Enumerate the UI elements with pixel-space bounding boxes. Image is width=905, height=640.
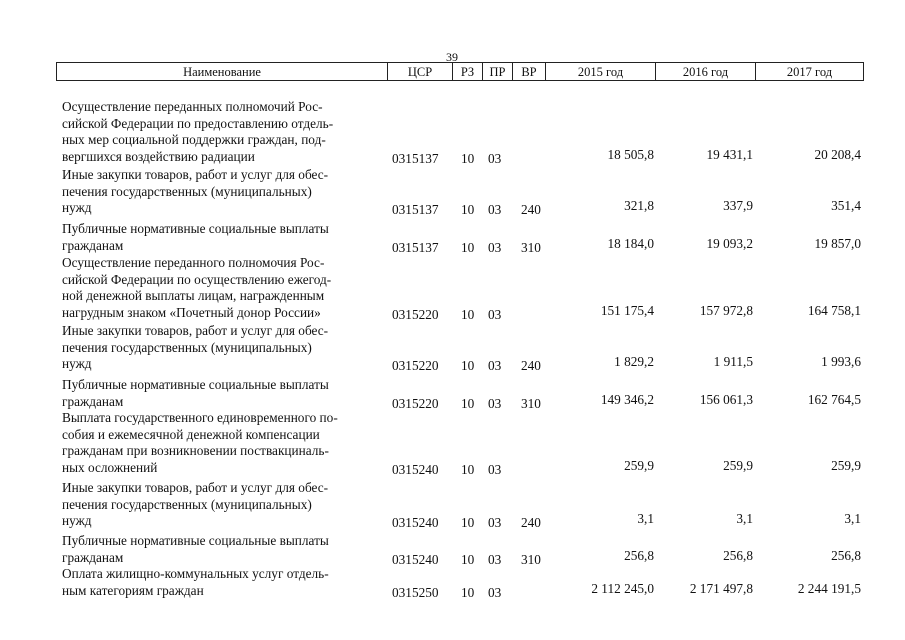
column-header-pr: ПР <box>482 63 512 80</box>
row-name-line: Оплата жилищно-коммунальных услуг отдель- <box>62 566 329 581</box>
table-row <box>0 221 905 254</box>
cell-2017: 162 764,5 <box>807 391 861 407</box>
cell-2016: 1 911,5 <box>713 354 753 369</box>
cell-2015: 1 829,2 <box>614 354 654 369</box>
cell-pr: 03 <box>488 358 502 373</box>
cell-vr: 240 <box>521 358 541 373</box>
cell-rz: 10 <box>461 239 475 255</box>
row-name-line: печения государственных (муниципальных) <box>62 496 312 512</box>
cell-2015: 151 175,4 <box>600 302 654 318</box>
row-name-line: сийской Федерации по предоставлению отдель- <box>62 115 334 131</box>
row-name <box>62 533 380 566</box>
row-name <box>62 255 380 321</box>
cell-2017: 3,1 <box>844 511 861 526</box>
cell-pr: 03 <box>488 239 502 255</box>
table-row <box>0 566 905 599</box>
cell-rz: 10 <box>461 551 475 567</box>
cell-2016: 156 061,3 <box>699 391 753 407</box>
column-header-vr: ВР <box>512 63 545 80</box>
row-name <box>62 377 380 410</box>
cell-csr: 0315220 <box>392 358 439 373</box>
cell-pr: 03 <box>488 515 502 530</box>
row-name-line: Публичные нормативные социальные выплаты <box>62 377 329 392</box>
cell-vr: 240 <box>521 515 541 530</box>
row-name-line: нужд <box>62 200 92 215</box>
table-row <box>0 533 905 566</box>
cell-pr: 03 <box>488 150 502 166</box>
cell-csr: 0315240 <box>392 551 439 567</box>
column-header-name: Наименование <box>183 65 261 79</box>
cell-csr: 0315240 <box>392 461 439 477</box>
row-name-line: ной денежной выплаты лицам, награжденным <box>62 288 325 303</box>
row-name-line: собия и ежемесячной денежной компенсации <box>62 426 320 442</box>
table-row <box>0 167 905 217</box>
cell-2017: 2 244 191,5 <box>797 580 861 596</box>
cell-csr: 0315220 <box>392 306 439 322</box>
cell-csr: 0315137 <box>392 239 439 255</box>
cell-rz: 10 <box>461 461 475 477</box>
row-name-line: ных осложнений <box>62 459 158 475</box>
cell-2016: 19 093,2 <box>706 235 753 251</box>
cell-csr: 0315137 <box>392 150 439 166</box>
cell-2017: 256,8 <box>831 547 861 563</box>
cell-vr: 310 <box>521 239 541 255</box>
cell-2016: 2 171 497,8 <box>689 580 753 596</box>
cell-rz: 10 <box>461 306 475 322</box>
cell-2016: 337,9 <box>723 198 753 213</box>
row-name-line: Выплата государственного единовременного по- <box>62 410 338 425</box>
cell-2016: 256,8 <box>723 547 753 563</box>
cell-2017: 1 993,6 <box>821 354 861 369</box>
column-header-2015: 2015 год <box>545 63 655 80</box>
row-name <box>62 99 380 165</box>
row-name-line: гражданам <box>62 237 124 253</box>
row-name-line: Иные закупки товаров, работ и услуг для обес- <box>62 480 329 495</box>
cell-rz: 10 <box>461 150 475 166</box>
row-name <box>62 480 380 530</box>
cell-vr: 310 <box>521 551 541 567</box>
table-row <box>0 323 905 373</box>
cell-2016: 3,1 <box>736 511 753 526</box>
cell-pr: 03 <box>488 584 502 600</box>
cell-pr: 03 <box>488 551 502 567</box>
cell-pr: 03 <box>488 202 502 217</box>
row-name-line: нужд <box>62 513 92 528</box>
table-header <box>56 62 864 81</box>
cell-rz: 10 <box>461 202 475 217</box>
cell-2015: 18 184,0 <box>607 235 654 251</box>
table-row <box>0 377 905 410</box>
row-name-line: нагрудным знаком «Почетный донор России» <box>62 304 321 320</box>
row-name <box>62 323 380 373</box>
cell-2015: 18 505,8 <box>607 146 654 162</box>
cell-2015: 3,1 <box>637 511 654 526</box>
row-name-line: Иные закупки товаров, работ и услуг для обес- <box>62 167 329 182</box>
cell-2016: 19 431,1 <box>706 146 753 162</box>
cell-rz: 10 <box>461 584 475 600</box>
table-row <box>0 255 905 321</box>
cell-csr: 0315137 <box>392 202 439 217</box>
cell-2017: 20 208,4 <box>814 146 861 162</box>
row-name-line: ным категориям граждан <box>62 582 204 598</box>
cell-csr: 0315240 <box>392 515 439 530</box>
cell-2017: 259,9 <box>831 457 861 473</box>
row-name <box>62 410 380 476</box>
cell-2016: 259,9 <box>723 457 753 473</box>
cell-2015: 259,9 <box>624 457 654 473</box>
column-header-2016: 2016 год <box>655 63 755 80</box>
cell-csr: 0315250 <box>392 584 439 600</box>
cell-2015: 2 112 245,0 <box>591 580 654 596</box>
cell-vr: 240 <box>521 202 541 217</box>
row-name-line: сийской Федерации по осуществлению ежегод- <box>62 271 332 287</box>
cell-rz: 10 <box>461 358 475 373</box>
cell-2017: 351,4 <box>831 198 861 213</box>
row-name-line: гражданам <box>62 549 124 565</box>
row-name-line: ных мер социальной поддержки граждан, под- <box>62 132 326 147</box>
column-header-2017: 2017 год <box>755 63 863 80</box>
row-name-line: Публичные нормативные социальные выплаты <box>62 221 329 236</box>
table-row <box>0 99 905 165</box>
cell-2015: 149 346,2 <box>600 391 654 407</box>
row-name-line: Осуществление переданных полномочий Рос- <box>62 99 323 114</box>
row-name-line: печения государственных (муниципальных) <box>62 183 312 199</box>
row-name-line: гражданам <box>62 393 124 409</box>
row-name-line: Осуществление переданного полномочия Рос- <box>62 255 325 270</box>
cell-rz: 10 <box>461 515 475 530</box>
cell-pr: 03 <box>488 395 502 411</box>
cell-2017: 19 857,0 <box>814 235 861 251</box>
cell-2016: 157 972,8 <box>699 302 753 318</box>
column-header-csr: ЦСР <box>387 63 452 80</box>
column-header-rz: РЗ <box>452 63 482 80</box>
row-name-line: вергшихся воздействию радиации <box>62 148 255 164</box>
cell-2015: 321,8 <box>624 198 654 213</box>
table-row <box>0 410 905 476</box>
row-name <box>62 221 380 254</box>
row-name-line: Иные закупки товаров, работ и услуг для обес- <box>62 323 329 338</box>
cell-pr: 03 <box>488 306 502 322</box>
cell-rz: 10 <box>461 395 475 411</box>
cell-2017: 164 758,1 <box>807 302 861 318</box>
cell-2015: 256,8 <box>624 547 654 563</box>
row-name <box>62 167 380 217</box>
row-name-line: нужд <box>62 356 92 371</box>
row-name-line: Публичные нормативные социальные выплаты <box>62 533 329 548</box>
row-name <box>62 566 380 599</box>
cell-pr: 03 <box>488 461 502 477</box>
row-name-line: печения государственных (муниципальных) <box>62 339 312 355</box>
cell-vr: 310 <box>521 395 541 411</box>
table-row <box>0 480 905 530</box>
cell-csr: 0315220 <box>392 395 439 411</box>
page-number: 39 <box>446 50 458 64</box>
row-name-line: гражданам при возникновении поствакциналь- <box>62 443 329 458</box>
